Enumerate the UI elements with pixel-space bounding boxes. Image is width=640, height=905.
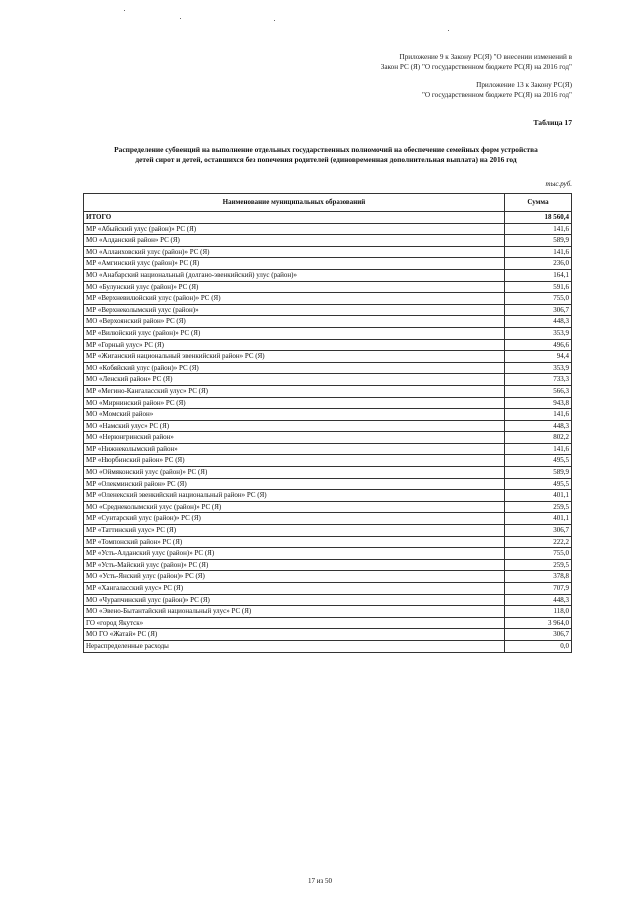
table-row (84, 571, 572, 583)
table-row (84, 432, 572, 444)
municipality-name: МО «Эвено-Бытантайский национальный улус» РС (Я) (84, 606, 505, 618)
municipality-name: МР «Нижнеколымский район» (84, 443, 505, 455)
total-label: ИТОГО (84, 212, 505, 224)
municipality-name: МО ГО «Жатай» РС (Я) (84, 629, 505, 641)
table-row (84, 583, 572, 595)
table-row (84, 351, 572, 363)
annex-13-line-2: "О государственном бюджете РС(Я) на 2016 год" (421, 91, 572, 99)
table-row (84, 443, 572, 455)
municipality-name: МР «Верхневилюйский улус (район)» РС (Я) (84, 293, 505, 305)
table-row (84, 281, 572, 293)
annex-9-line-1: Приложение 9 к Закону РС(Я) "О внесении изменений в (399, 53, 572, 61)
subvention-amount: 448,3 (505, 316, 572, 328)
municipality-name: МО «Верхоянский район» РС (Я) (84, 316, 505, 328)
table-row (84, 420, 572, 432)
municipality-name: МО «Мирнинский район» РС (Я) (84, 397, 505, 409)
municipality-name: МР «Таттинский улус» РС (Я) (84, 525, 505, 537)
subvention-amount: 401,1 (505, 513, 572, 525)
column-header-sum: Сумма (505, 194, 572, 212)
subvention-amount: 306,7 (505, 629, 572, 641)
subvention-amount: 448,3 (505, 420, 572, 432)
page-number: 17 из 50 (307, 877, 332, 885)
municipality-name: МО «Кобяйский улус (район)» РС (Я) (84, 362, 505, 374)
municipality-name: МР «Нюрбинский район» РС (Я) (84, 455, 505, 467)
table-row (84, 594, 572, 606)
table-row (84, 339, 572, 351)
subvention-amount: 164,1 (505, 269, 572, 281)
municipality-name: Нераспределенные расходы (84, 640, 505, 652)
table-row (84, 467, 572, 479)
subvention-amount: 707,9 (505, 583, 572, 595)
municipality-name: МР «Абыйский улус (район)» РС (Я) (84, 223, 505, 235)
subvention-amount: 591,6 (505, 281, 572, 293)
scan-speck (448, 30, 449, 31)
table-row (84, 536, 572, 548)
table-row (84, 559, 572, 571)
table-row (84, 409, 572, 421)
municipality-name: МР «Сунтарский улус (район)» РС (Я) (84, 513, 505, 525)
table-row (84, 235, 572, 247)
subvention-amount: 378,8 (505, 571, 572, 583)
subvention-amount: 755,0 (505, 293, 572, 305)
municipality-name: МО «Булунский улус (район)» РС (Я) (84, 281, 505, 293)
table-row (84, 490, 572, 502)
table-row (84, 548, 572, 560)
scan-speck (180, 18, 181, 19)
subvention-amount: 353,9 (505, 327, 572, 339)
total-row (84, 212, 572, 224)
table-row (84, 640, 572, 652)
table-row (84, 525, 572, 537)
subvention-amount: 236,0 (505, 258, 572, 270)
table-row (84, 478, 572, 490)
municipality-name: МР «Оленекский эвенкийский национальный район» РС (Я) (84, 490, 505, 502)
table-row (84, 316, 572, 328)
municipality-name: МР «Мегино-Кангаласский улус» РС (Я) (84, 385, 505, 397)
table-row (84, 223, 572, 235)
table-row (84, 269, 572, 281)
table-row (84, 246, 572, 258)
subvention-amount: 141,6 (505, 443, 572, 455)
subvention-amount: 589,9 (505, 467, 572, 479)
subvention-amount: 222,2 (505, 536, 572, 548)
table-row (84, 258, 572, 270)
municipality-name: МО «Чурапчинский улус (район)» РС (Я) (84, 594, 505, 606)
document-title (86, 145, 566, 165)
subvention-amount: 141,6 (505, 246, 572, 258)
table-row (84, 629, 572, 641)
subvention-amount: 306,7 (505, 304, 572, 316)
table-row (84, 397, 572, 409)
table-row (84, 374, 572, 386)
table-row (84, 362, 572, 374)
municipality-name: МР «Горный улус» РС (Я) (84, 339, 505, 351)
table-row (84, 385, 572, 397)
table-header-row (84, 194, 572, 212)
subvention-amount: 259,5 (505, 559, 572, 571)
subvention-amount: 141,6 (505, 223, 572, 235)
table-row (84, 455, 572, 467)
municipality-name: МР «Усть-Алданский улус (район)» РС (Я) (84, 548, 505, 560)
table-row (84, 327, 572, 339)
subvention-amount: 118,0 (505, 606, 572, 618)
table-row (84, 293, 572, 305)
subvention-amount: 141,6 (505, 409, 572, 421)
municipality-name: МО «Оймяконский улус (район)» РС (Я) (84, 467, 505, 479)
municipality-name: МО «Момский район» (84, 409, 505, 421)
municipality-name: МР «Верхнеколымский улус (район)» (84, 304, 505, 316)
table-row (84, 501, 572, 513)
subvention-amount: 755,0 (505, 548, 572, 560)
subvention-amount: 496,6 (505, 339, 572, 351)
total-value: 18 560,4 (505, 212, 572, 224)
municipality-name: МО «Среднеколымский улус (район)» РС (Я) (84, 501, 505, 513)
subvention-amount: 401,1 (505, 490, 572, 502)
municipality-name: ГО «город Якутск» (84, 617, 505, 629)
municipality-name: МР «Усть-Майский улус (район)» РС (Я) (84, 559, 505, 571)
municipality-name: МР «Амгинский улус (район)» РС (Я) (84, 258, 505, 270)
subvention-amount: 802,2 (505, 432, 572, 444)
subvention-distribution-table (83, 193, 572, 653)
municipality-name: МО «Ленский район» РС (Я) (84, 374, 505, 386)
municipality-name: МР «Олекминский район» РС (Я) (84, 478, 505, 490)
subvention-amount: 259,5 (505, 501, 572, 513)
table-row (84, 304, 572, 316)
municipality-name: МО «Алданский район» РС (Я) (84, 235, 505, 247)
municipality-name: МО «Намский улус» РС (Я) (84, 420, 505, 432)
table-row (84, 513, 572, 525)
annex-13-reference (422, 80, 572, 100)
subvention-amount: 495,5 (505, 478, 572, 490)
subvention-amount: 495,5 (505, 455, 572, 467)
unit-label: тыс.руб. (545, 180, 572, 188)
municipality-name: МО «Нерюнгринский район» (84, 432, 505, 444)
table-number: Таблица 17 (533, 118, 572, 127)
scan-speck (124, 10, 125, 11)
scan-speck (274, 20, 275, 21)
document-title-line-1: Распределение субвенций на выполнение отдельных государственных полномочий на обеспечение семейных форм устройства (114, 145, 538, 154)
column-header-name: Наименование муниципальных образований (84, 194, 505, 212)
municipality-name: МР «Вилюйский улус (район)» РС (Я) (84, 327, 505, 339)
municipality-name: МР «Хангаласский улус» РС (Я) (84, 583, 505, 595)
subvention-amount: 589,9 (505, 235, 572, 247)
table-row (84, 617, 572, 629)
subvention-amount: 306,7 (505, 525, 572, 537)
municipality-name: МР «Томпонский район» РС (Я) (84, 536, 505, 548)
subvention-amount: 733,3 (505, 374, 572, 386)
subvention-amount: 943,8 (505, 397, 572, 409)
subvention-amount: 448,3 (505, 594, 572, 606)
table-row (84, 606, 572, 618)
annex-13-line-1: Приложение 13 к Закону РС(Я) (476, 81, 572, 89)
annex-9-line-2: Закон РС (Я) "О государственном бюджете РС(Я) на 2016 год" (380, 63, 572, 71)
municipality-name: МР «Жиганский национальный эвенкийский район» РС (Я) (84, 351, 505, 363)
subvention-amount: 3 964,0 (505, 617, 572, 629)
document-title-line-2: детей сирот и детей, оставшихся без попечения родителей (единовременная дополнительная выплата) на 2016 год (135, 155, 517, 164)
subvention-amount: 0,0 (505, 640, 572, 652)
municipality-name: МО «Усть-Янский улус (район)» РС (Я) (84, 571, 505, 583)
municipality-name: МО «Аллаиховский улус (район)» РС (Я) (84, 246, 505, 258)
subvention-amount: 353,9 (505, 362, 572, 374)
subvention-amount: 94,4 (505, 351, 572, 363)
subvention-amount: 566,3 (505, 385, 572, 397)
annex-9-reference (381, 52, 572, 72)
municipality-name: МО «Анабарский национальный (долгано-эвенкийский) улус (район)» (84, 269, 505, 281)
